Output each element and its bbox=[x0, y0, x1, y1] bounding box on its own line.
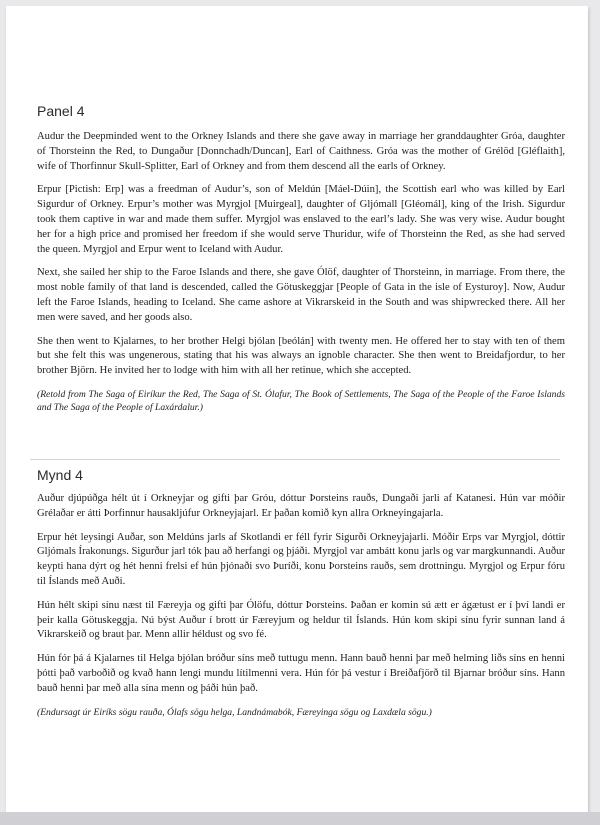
mynd-4-paragraph-3: Hún hélt skipi sínu næst til Færeyja og gifti þar Ólöfu, dóttur Þorsteins. Þaðan er komin sú ætt er ágætust er í því landi er þeir kalla Götuskeggja. Nú býst Auður í brott úr Færeyjum og heldur til Íslands. Hún kom skipi sínu fyrir sunnan land á Vikrarskeið og braut þar. Menn allir héldust og svo fé. bbox=[37, 599, 565, 641]
scan-bottom-edge bbox=[0, 812, 600, 825]
panel-4-heading: Panel 4 bbox=[37, 103, 85, 119]
mynd-4-heading: Mynd 4 bbox=[37, 467, 83, 483]
section-divider bbox=[30, 459, 560, 460]
mynd-4-source-note: (Endursagt úr Eiríks sögu rauða, Ólafs sögu helga, Landnámabók, Færeyinga sögu og Laxdæla sögu.) bbox=[37, 706, 432, 718]
panel-4-paragraph-4: She then went to Kjalarnes, to her brother Helgi bjólan [beólán] with twenty men. He offered her to stay with ten of them but she felt this was ungenerous, stating that his was always an ignoble character. She then went to Breidafjordur, to her brother Björn. He invited her to lodge with him with all her retinue, which she accepted. bbox=[37, 335, 565, 377]
panel-4-paragraph-2: Erpur [Pictish: Erp] was a freedman of Audur’s, son of Meldún [Máel-Dúin], the Scottish earl who was killed by Earl Sigurdur of Orkney. Erpur’s mother was Myrgjol [Muirgeal], daughter of Gljómall [Gléomál], king of the Irish. Sigurdur took them captive in war and made them suffer. Myrgjol was enslaved to the earl’s lady. She was very wise. Audur bought her for a high price and promised her freedom if she would serve Thuridur, wife of Thorsteinn the Red, as she had served the queen. Myrgjol and Erpur went to Iceland with Audur. bbox=[37, 184, 565, 255]
mynd-4-body bbox=[37, 492, 565, 728]
mynd-4-paragraph-1: Auður djúpúðga hélt út í Orkneyjar og gifti þar Gróu, dóttur Þorsteins rauðs, Dungaði jarli af Katanesi. Hún var móðir Grélaðar er átti Þorfinnur hausakljúfur Orkneyjajarl. Er þaðan komið kyn allra Orkneyingajarla. bbox=[37, 493, 565, 519]
panel-4-paragraph-3: Next, she sailed her ship to the Faroe Islands and there, she gave Ólöf, daughter of Thorsteinn, in marriage. From there, the most noble family of that land is descended, called the Götuskeggjar [People of Gata in the isle of Eysturoy]. Now, Audur left the Faroe Islands, heading to Iceland. She came ashore at Vikrarskeid in the South and was shipwrecked there. All her men were saved, and her goods also. bbox=[37, 267, 565, 323]
panel-4-source-note: (Retold from The Saga of Eiríkur the Red, The Saga of St. Ólafur, The Book of Settlements, The Saga of the People of the Faroe Islands and The Saga of the People of Laxárdalur.) bbox=[37, 388, 565, 414]
mynd-4-paragraph-2: Erpur hét leysingi Auðar, son Meldúns jarls af Skotlandi er féll fyrir Sigurði Orkneyjajarli. Móðir Erps var Myrgjol, dóttir Gljómals Írakonungs. Sigurður jarl tók þau að herfangi og þjáði. Myrgjol var ambátt konu jarls og var margkunnandi. Auður keypti hana dýrt og hét henni frelsi ef hún þjónaði svo Þuríði, konu Þorsteins rauðs, sem drottningu. Myrgjol og Erpur fóru til Íslands með Auði. bbox=[37, 531, 565, 587]
panel-4-paragraph-1: Audur the Deepminded went to the Orkney Islands and there she gave away in marriage her granddaughter Gróa, daughter of Thorsteinn the Red, to Dungaður [Donnchadh/Duncan], Earl of Caithness. Gróa was the mother of Grélöd [Gléflaith], wife of Thorfinnur Skull-Splitter, Earl of Orkney and from them descend all the earls of Orkney. bbox=[37, 131, 565, 172]
panel-4-body bbox=[37, 130, 565, 424]
mynd-4-paragraph-4: Hún fór þá á Kjalarnes til Helga bjólan bróður síns með tuttugu menn. Hann bauð henni þar með helming liðs síns en henni þótti það varboðið og kvað hann lengi mundu lítilmenni vera. Hún fór þá vestur í Breiðafjörð til Bjarnar bróður síns. Hann bauð henni þar með alla sína menn og þáði hún það. bbox=[37, 653, 565, 694]
